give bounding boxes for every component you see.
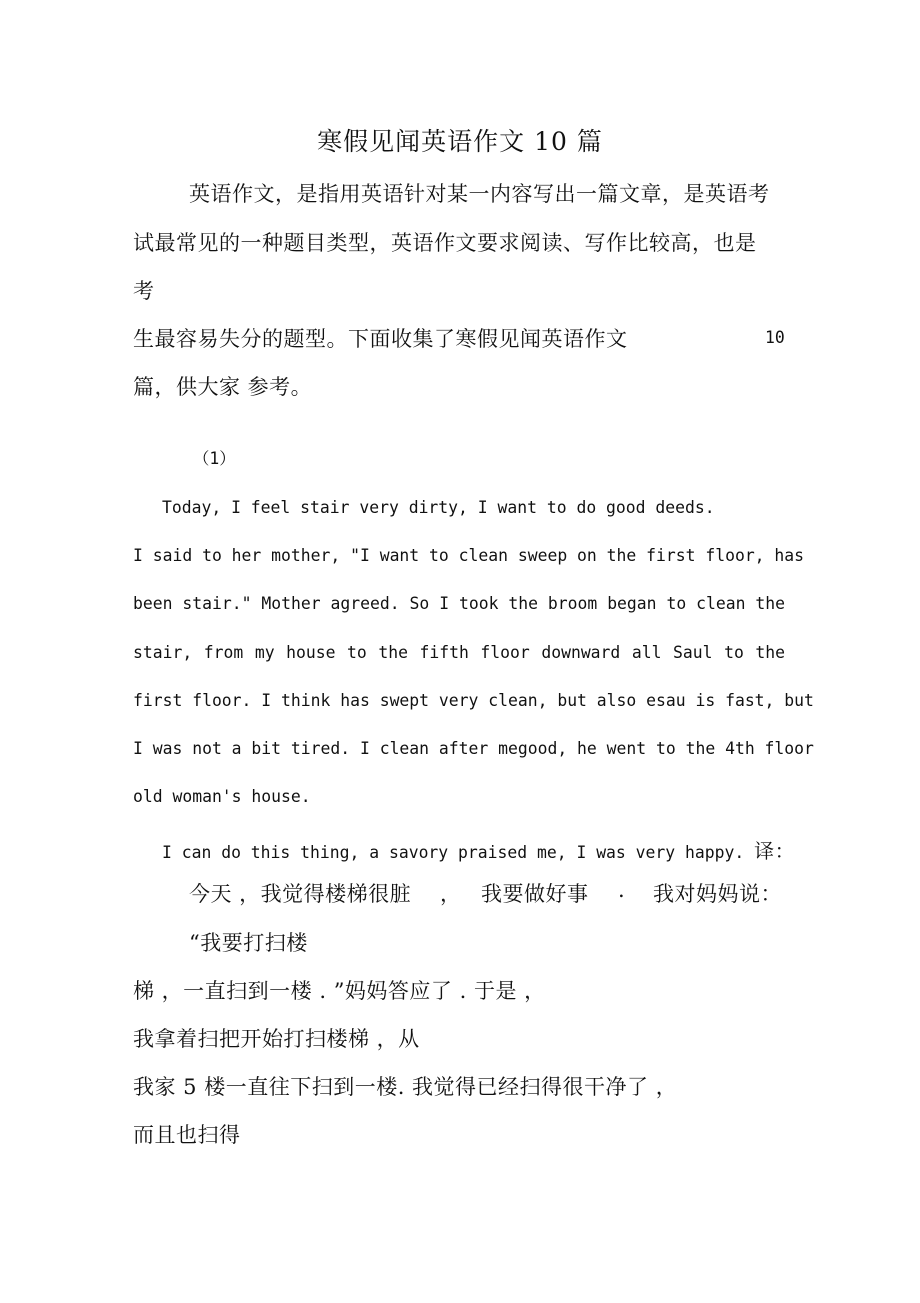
intro-line-4-number: 10 [765, 328, 785, 347]
document-title: 寒假见闻英语作文 10 篇 [317, 127, 603, 156]
english-line-1: I said to her mother, "I want to clean sweep on the first floor, has [133, 546, 805, 565]
translation-line-6: 而且也扫得 [133, 1123, 241, 1147]
intro-line-4-text: 生最容易失分的题型。下面收集了寒假见闻英语作文 [133, 327, 628, 351]
english-last-line [162, 835, 795, 864]
english-line-4: first floor. I think has swept very clean, but also esau is fast, but [133, 691, 814, 710]
english-line-5: I was not a bit tired. I clean after megood, he went to the 4th floor [133, 739, 814, 758]
english-line-2: been stair." Mother agreed. So I took the broom began to clean the [133, 594, 785, 613]
english-last-sentence: I can do this thing, a savory praised me, I was very happy. [162, 843, 745, 862]
translation-line-1-d: . [618, 878, 626, 902]
intro-line-2: 试最常见的一种题目类型，英语作文要求阅读、写作比较高，也是 [133, 231, 757, 255]
translation-label: 译： [754, 839, 796, 863]
intro-line-1: 英语作文，是指用英语针对某一内容写出一篇文章，是英语考 [189, 182, 770, 206]
section-label: （1） [193, 449, 236, 468]
translation-line-1-c: 我要做好事 [481, 882, 589, 906]
english-line-6: old woman's house. [133, 787, 311, 806]
english-line-3: stair, from my house to the fifth floor downward all Saul to the [133, 643, 785, 662]
intro-line-3: 考 [133, 279, 155, 303]
translation-line-2: “我要打扫楼 [189, 931, 308, 955]
intro-line-5: 篇，供大家 参考。 [133, 375, 313, 399]
translation-line-5: 我家 5 楼一直往下扫到一楼. 我觉得已经扫得很干净了 ， [133, 1075, 678, 1099]
translation-line-1-e: 我对妈妈说： [653, 882, 782, 906]
translation-line-1-b: ， [440, 882, 462, 906]
intro-line-4 [133, 323, 628, 353]
translation-line-1-a: 今天 ，我觉得楼梯很脏 [189, 882, 412, 906]
english-paragraph-1: Today, I feel stair very dirty, I want to do good deeds. [162, 498, 715, 517]
translation-line-3: 梯 ，一直扫到一楼 . ”妈妈答应了 . 于是 ， [133, 979, 546, 1003]
translation-line-4: 我拿着扫把开始打扫楼梯 ，从 [133, 1027, 420, 1051]
